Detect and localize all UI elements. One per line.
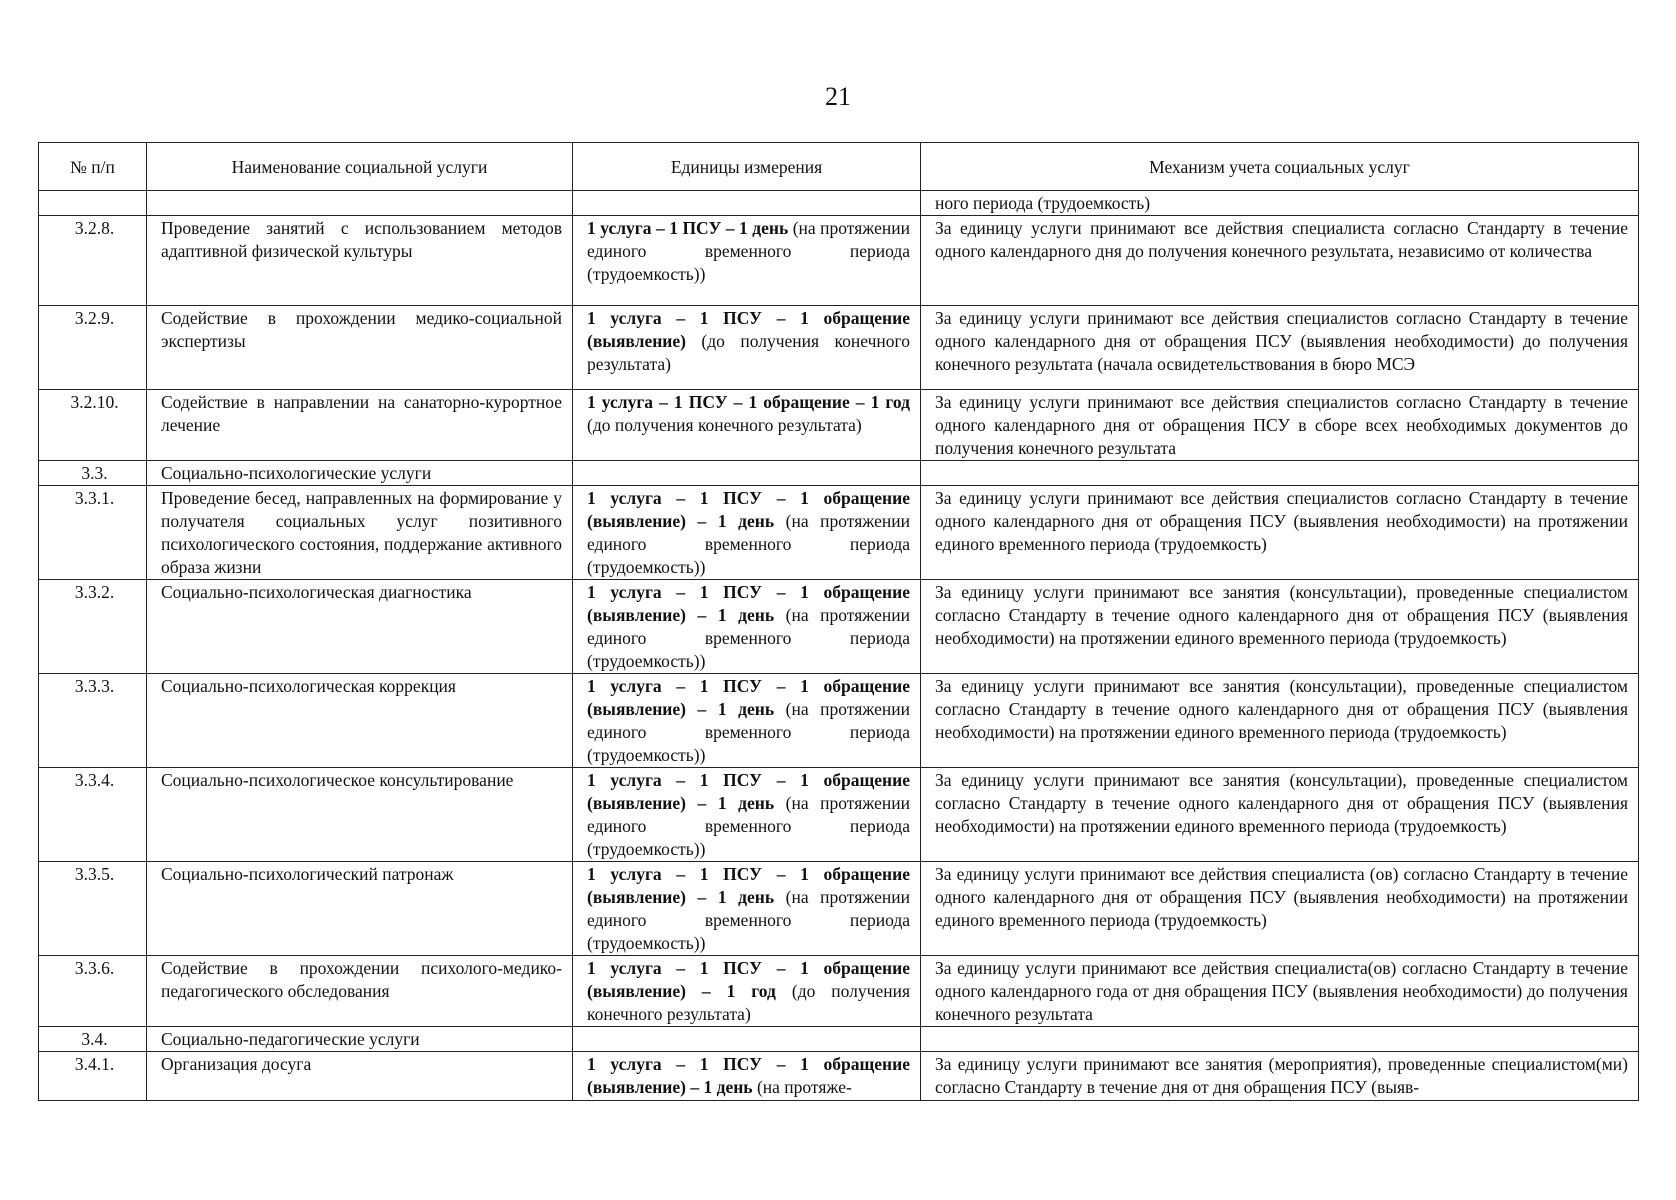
table-row: [39, 216, 1639, 306]
table-row: [39, 191, 1639, 216]
table-header-row: [39, 143, 1639, 191]
unit-of-measure: [573, 461, 921, 486]
row-number: 3.3.5.: [39, 862, 147, 956]
unit-text: (на протяжении единого временного периода (трудоемкость)): [587, 605, 910, 671]
row-number: 3.3.3.: [39, 674, 147, 768]
table-row: [39, 1052, 1639, 1101]
row-number: 3.2.9.: [39, 306, 147, 390]
table-row: [39, 956, 1639, 1027]
table-row: [39, 461, 1639, 486]
service-name: Социально-психологическая коррекция: [147, 674, 573, 768]
unit-of-measure: [573, 486, 921, 580]
table-row: [39, 580, 1639, 674]
unit-text: (на протяжении единого временного периода (трудоемкость)): [587, 793, 910, 859]
accounting-mechanism: За единицу услуги принимают все действия специалистов согласно Стандарту в течение одного календарного дня от обращения ПСУ (выявления необходимости) до получения конечного результата (начала освидетельствования в бюро МСЭ: [921, 306, 1639, 390]
unit-bold: 1 услуга – 1 ПСУ – 1 обращение (выявление): [587, 308, 910, 351]
unit-bold: 1 услуга – 1 ПСУ – 1 день: [587, 218, 789, 238]
unit-of-measure: [573, 956, 921, 1027]
accounting-mechanism: За единицу услуги принимают все занятия (консультации), проведенные специалистом согласно Стандарту в течение одного календарного дня от обращения ПСУ (выявления необходимости) на протяжении единого временного периода (трудоемкость): [921, 580, 1639, 674]
accounting-mechanism: За единицу услуги принимают все действия специалистов согласно Стандарту в течение одного календарного дня от обращения ПСУ (выявления необходимости) на протяжении единого временного периода (трудоемкость): [921, 486, 1639, 580]
unit-bold: 1 услуга – 1 ПСУ – 1 обращение (выявление) – 1 год: [587, 958, 910, 1001]
table-row: [39, 862, 1639, 956]
row-number: 3.3.2.: [39, 580, 147, 674]
unit-text: (до получения конечного результата): [587, 331, 910, 374]
unit-of-measure: [573, 674, 921, 768]
row-number: 3.3.1.: [39, 486, 147, 580]
unit-of-measure: [573, 1027, 921, 1052]
header-mechanism: Механизм учета социальных услуг: [921, 143, 1639, 191]
unit-of-measure: [573, 862, 921, 956]
accounting-mechanism: [921, 461, 1639, 486]
service-name: Проведение занятий с использованием методов адаптивной физической культуры: [147, 216, 573, 306]
unit-bold: 1 услуга – 1 ПСУ – 1 обращение (выявление) – 1 день: [587, 1054, 910, 1097]
accounting-mechanism: За единицу услуги принимают все занятия (мероприятия), проведенные специалистом(ми) согласно Стандарту в течение дня от дня обращения ПСУ (выяв-: [921, 1052, 1639, 1101]
accounting-mechanism: За единицу услуги принимают все занятия (консультации), проведенные специалистом согласно Стандарту в течение одного календарного дня от обращения ПСУ (выявления необходимости) на протяжении единого временного периода (трудоемкость): [921, 674, 1639, 768]
accounting-mechanism: [921, 1027, 1639, 1052]
table-row: [39, 768, 1639, 862]
row-number: 3.3.: [39, 461, 147, 486]
table-body: [39, 191, 1639, 1101]
row-number: 3.3.6.: [39, 956, 147, 1027]
service-name: Организация досуга: [147, 1052, 573, 1101]
unit-bold: 1 услуга – 1 ПСУ – 1 обращение (выявление) – 1 день: [587, 770, 910, 813]
unit-of-measure: [573, 216, 921, 306]
row-number: [39, 191, 147, 216]
page-number: 21: [825, 82, 851, 111]
header-number: № п/п: [39, 143, 147, 191]
service-name: Содействие в прохождении медико-социальной экспертизы: [147, 306, 573, 390]
service-name: Содействие в прохождении психолого-медико-педагогического обследования: [147, 956, 573, 1027]
accounting-mechanism: За единицу услуги принимают все действия специалиста (ов) согласно Стандарту в течение одного календарного дня от обращения ПСУ (выявления необходимости) на протяжении единого временного периода (трудоемкость): [921, 862, 1639, 956]
service-name: [147, 191, 573, 216]
table-row: [39, 390, 1639, 461]
unit-bold: 1 услуга – 1 ПСУ – 1 обращение – 1 год: [587, 392, 910, 412]
row-number: 3.4.: [39, 1027, 147, 1052]
service-name: Социально-психологический патронаж: [147, 862, 573, 956]
table-row: [39, 674, 1639, 768]
service-name: Социально-психологические услуги: [147, 461, 573, 486]
unit-of-measure: [573, 580, 921, 674]
unit-bold: 1 услуга – 1 ПСУ – 1 обращение (выявление) – 1 день: [587, 582, 910, 625]
accounting-mechanism: За единицу услуги принимают все действия специалиста(ов) согласно Стандарту в течение одного календарного года от дня обращения ПСУ (выявления необходимости) до получения конечного результата: [921, 956, 1639, 1027]
accounting-mechanism: За единицу услуги принимают все занятия (консультации), проведенные специалистом согласно Стандарту в течение одного календарного дня от обращения ПСУ (выявления необходимости) на протяжении единого временного периода (трудоемкость): [921, 768, 1639, 862]
row-number: 3.2.10.: [39, 390, 147, 461]
unit-text: (на протяжении единого временного периода (трудоемкость)): [587, 511, 910, 577]
unit-of-measure: [573, 390, 921, 461]
unit-of-measure: [573, 1052, 921, 1101]
header-service-name: Наименование социальной услуги: [147, 143, 573, 191]
unit-text: (на протяжении единого временного периода (трудоемкость)): [587, 887, 910, 953]
social-services-table: [38, 142, 1639, 1101]
accounting-mechanism: За единицу услуги принимают все действия специалистов согласно Стандарту в течение одного календарного дня от обращения ПСУ в сборе всех необходимых документов до получения конечного результата: [921, 390, 1639, 461]
unit-text: (на протяжении единого временного периода (трудоемкость)): [587, 699, 910, 765]
service-name: Социально-психологическое консультирование: [147, 768, 573, 862]
accounting-mechanism: ного периода (трудоемкость): [921, 191, 1639, 216]
service-name: Содействие в направлении на санаторно-курортное лечение: [147, 390, 573, 461]
unit-of-measure: [573, 191, 921, 216]
accounting-mechanism: За единицу услуги принимают все действия специалиста согласно Стандарту в течение одного календарного дня до получения конечного результата, независимо от количества: [921, 216, 1639, 306]
row-number: 3.2.8.: [39, 216, 147, 306]
unit-bold: 1 услуга – 1 ПСУ – 1 обращение (выявление) – 1 день: [587, 676, 910, 719]
service-name: Социально-психологическая диагностика: [147, 580, 573, 674]
unit-bold: 1 услуга – 1 ПСУ – 1 обращение (выявление) – 1 день: [587, 864, 910, 907]
unit-of-measure: [573, 768, 921, 862]
table-row: [39, 1027, 1639, 1052]
table-row: [39, 486, 1639, 580]
unit-bold: 1 услуга – 1 ПСУ – 1 обращение (выявление) – 1 день: [587, 488, 910, 531]
service-name: Проведение бесед, направленных на формирование у получателя социальных услуг позитивного психологического состояния, поддержание активного образа жизни: [147, 486, 573, 580]
row-number: 3.3.4.: [39, 768, 147, 862]
table-row: [39, 306, 1639, 390]
unit-text: (до получения конечного результата): [587, 415, 862, 435]
row-number: 3.4.1.: [39, 1052, 147, 1101]
unit-text: (на протяжении единого временного периода (трудоемкость)): [587, 218, 910, 284]
unit-text: (до получения конечного результата): [587, 981, 911, 1024]
unit-of-measure: [573, 306, 921, 390]
unit-text: (на протяже-: [752, 1077, 852, 1097]
service-name: Социально-педагогические услуги: [147, 1027, 573, 1052]
header-units: Единицы измерения: [573, 143, 921, 191]
